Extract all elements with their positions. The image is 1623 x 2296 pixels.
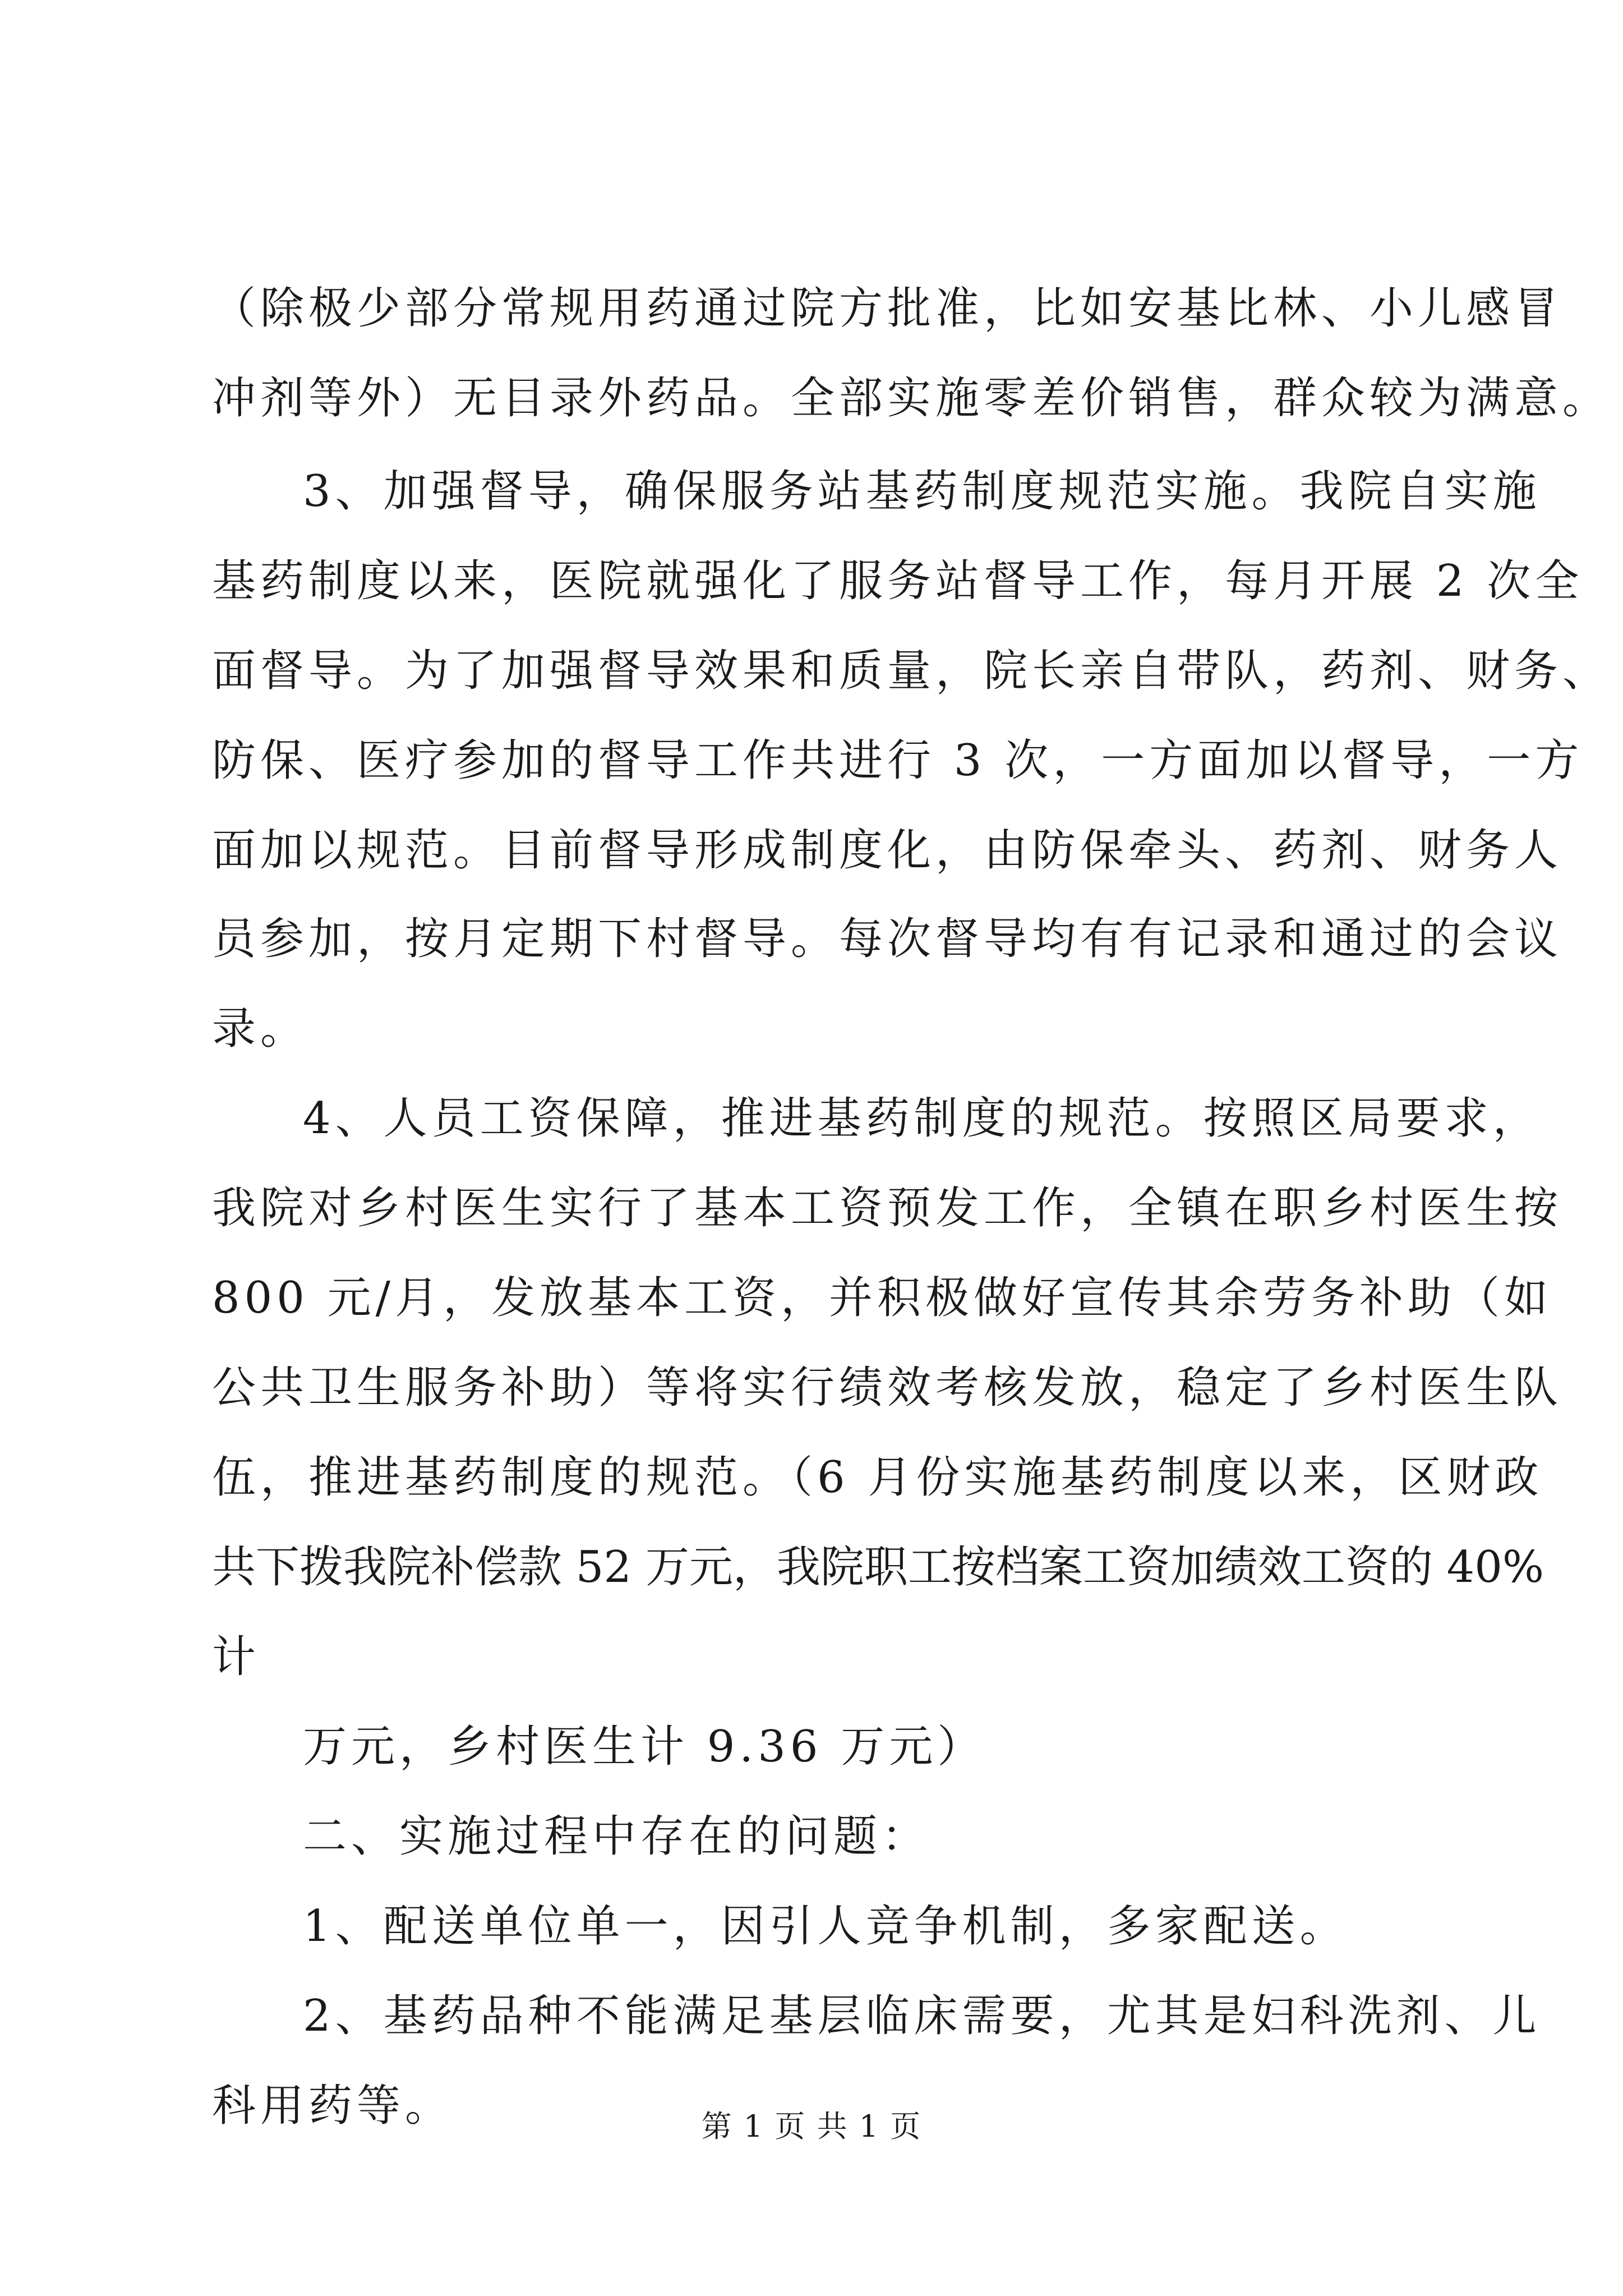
- body-line: 2、基药品种不能满足基层临床需要，尤其是妇科洗剂、儿: [303, 1991, 1541, 2041]
- body-line: 伍，推进基药制度的规范。（6 月份实施基药制度以来，区财政: [212, 1452, 1543, 1503]
- body-line: 万元，乡村医生计 9.36 万元）: [303, 1722, 986, 1772]
- body-line: 4、人员工资保障，推进基药制度的规范。按照区局要求，: [303, 1093, 1541, 1144]
- body-line: 冲剂等外）无目录外药品。全部实施零差价销售，群众较为满意。: [212, 373, 1611, 424]
- body-line: （除极少部分常规用药通过院方批准，比如安基比林、小儿感冒: [212, 283, 1563, 334]
- page-footer: 第 1 页 共 1 页: [701, 2109, 922, 2144]
- body-line: 公共卫生服务补助）等将实行绩效考核发放，稳定了乡村医生队: [212, 1363, 1563, 1413]
- body-line: 计: [212, 1632, 261, 1682]
- body-line: 录。: [212, 1004, 309, 1054]
- body-line: 基药制度以来，医院就强化了服务站督导工作，每月开展 2 次全: [212, 556, 1584, 606]
- body-line: 800 元/月，发放基本工资，并积极做好宣传其余劳务补助（如: [212, 1273, 1552, 1323]
- body-line: 防保、医疗参加的督导工作共进行 3 次，一方面加以督导，一方: [212, 735, 1584, 786]
- body-line: 共下拨我院补偿款 52 万元，我院职工按档案工资加绩效工资的 40%: [212, 1542, 1544, 1593]
- body-line: 3、加强督导，确保服务站基药制度规范实施。我院自实施: [303, 466, 1541, 517]
- body-line: 面加以规范。目前督导形成制度化，由防保牵头、药剂、财务人: [212, 825, 1563, 876]
- body-line: 科用药等。: [212, 2081, 454, 2131]
- body-line: 二、实施过程中存在的问题：: [303, 1811, 930, 1862]
- body-line: 员参加，按月定期下村督导。每次督导均有有记录和通过的会议: [212, 914, 1563, 964]
- body-line: 面督导。为了加强督导效果和质量，院长亲自带队，药剂、财务、: [212, 646, 1611, 696]
- body-line: 我院对乡村医生实行了基本工资预发工作，全镇在职乡村医生按: [212, 1183, 1563, 1234]
- body-line: 1、配送单位单一，因引人竞争机制，多家配送。: [303, 1901, 1348, 1952]
